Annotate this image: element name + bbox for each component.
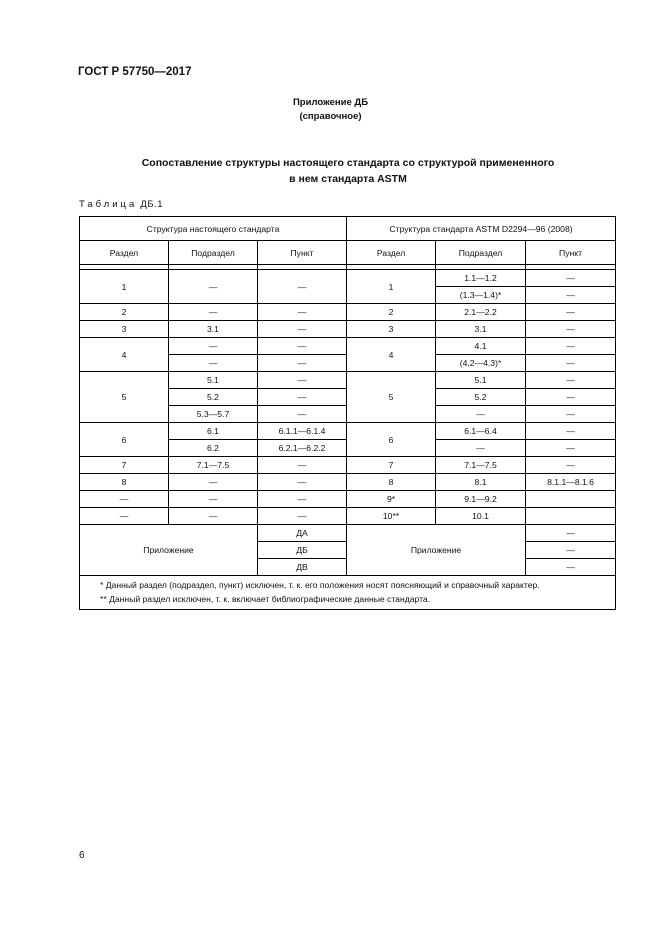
cell: 4 <box>80 338 169 372</box>
cell: — <box>80 508 169 525</box>
col-header-clause: Пункт <box>526 241 616 265</box>
cell: — <box>169 491 258 508</box>
table-label <box>79 199 163 210</box>
table-row <box>80 491 616 508</box>
footnote: * Данный раздел (подраздел, пункт) исключен, т. к. его положения носят поясняющий и справочный характер. <box>100 580 540 590</box>
cell: — <box>169 355 258 372</box>
appendix-cell-right: Приложение <box>347 525 526 576</box>
cell: — <box>526 338 616 355</box>
cell: 6.1.1—6.1.4 <box>258 423 347 440</box>
cell: ДА <box>258 525 347 542</box>
document-title <box>100 155 596 187</box>
col-header-section: Раздел <box>80 241 169 265</box>
cell: — <box>258 508 347 525</box>
cell: — <box>80 491 169 508</box>
cell: — <box>258 270 347 304</box>
standard-code: ГОСТ Р 57750—2017 <box>78 66 192 78</box>
cell: — <box>169 270 258 304</box>
cell: — <box>436 440 526 457</box>
appendix-cell-left: Приложение <box>80 525 258 576</box>
cell: 8.1 <box>436 474 526 491</box>
cell: — <box>526 304 616 321</box>
cell: 7 <box>80 457 169 474</box>
cell: — <box>169 338 258 355</box>
cell: 8.1.1—8.1.6 <box>526 474 616 491</box>
cell: (4.2—4.3)* <box>436 355 526 372</box>
cell: 10** <box>347 508 436 525</box>
cell: 5.3—5.7 <box>169 406 258 423</box>
cell: 8 <box>347 474 436 491</box>
cell: 3 <box>80 321 169 338</box>
cell: ДВ <box>258 559 347 576</box>
page-number: 6 <box>79 850 85 861</box>
table-label-prefix: Таблица <box>79 199 138 210</box>
cell: — <box>526 287 616 304</box>
cell: 6 <box>80 423 169 457</box>
cell: — <box>526 355 616 372</box>
table-row <box>80 457 616 474</box>
appendix-title: Приложение ДБ <box>292 97 369 108</box>
cell: 3.1 <box>169 321 258 338</box>
cell: — <box>436 406 526 423</box>
cell: — <box>526 406 616 423</box>
table-label-id: ДБ.1 <box>140 199 163 210</box>
cell: — <box>258 321 347 338</box>
cell: — <box>526 457 616 474</box>
cell: 5 <box>347 372 436 423</box>
cell: ДБ <box>258 542 347 559</box>
cell: 1 <box>347 270 436 304</box>
cell: 1 <box>80 270 169 304</box>
cell: — <box>258 372 347 389</box>
cell: 3.1 <box>436 321 526 338</box>
cell: 3 <box>347 321 436 338</box>
cell: 2 <box>347 304 436 321</box>
table-notes-row <box>80 576 616 610</box>
right-structure-header: Структура стандарта ASTM D2294—96 (2008) <box>347 217 616 241</box>
cell: — <box>526 321 616 338</box>
cell: — <box>258 406 347 423</box>
cell: 6.1—6.4 <box>436 423 526 440</box>
cell: — <box>258 491 347 508</box>
appendix-kind: (справочное) <box>299 111 362 122</box>
cell: 2 <box>80 304 169 321</box>
col-header-subsection: Подраздел <box>169 241 258 265</box>
cell: (1.3—1.4)* <box>436 287 526 304</box>
table-row <box>80 321 616 338</box>
table-row <box>80 423 616 440</box>
cell: 9.1—9.2 <box>436 491 526 508</box>
footnote: ** Данный раздел исключен, т. к. включает библиографические данные стандарта. <box>100 594 431 604</box>
table-row <box>80 372 616 389</box>
cell: 5.2 <box>169 389 258 406</box>
cell: — <box>526 559 616 576</box>
cell: 4.1 <box>436 338 526 355</box>
table-row <box>80 270 616 287</box>
cell <box>526 508 616 525</box>
cell: 6.1 <box>169 423 258 440</box>
cell: 1.1—1.2 <box>436 270 526 287</box>
cell: — <box>169 304 258 321</box>
cell: 7.1—7.5 <box>436 457 526 474</box>
cell: 8 <box>80 474 169 491</box>
table-row <box>80 525 616 542</box>
cell: — <box>169 474 258 491</box>
appendix-heading <box>0 96 661 124</box>
cell: 2.1—2.2 <box>436 304 526 321</box>
table-row <box>80 474 616 491</box>
cell: — <box>258 338 347 355</box>
table-header-row <box>80 217 616 241</box>
left-structure-header: Структура настоящего стандарта <box>80 217 347 241</box>
cell: 6.2 <box>169 440 258 457</box>
cell: 6 <box>347 423 436 457</box>
cell: 6.2.1—6.2.2 <box>258 440 347 457</box>
document-title-line2: в нем стандарта ASTM <box>289 173 407 185</box>
cell <box>526 491 616 508</box>
cell: — <box>526 440 616 457</box>
table-row <box>80 508 616 525</box>
cell: — <box>258 389 347 406</box>
cell: — <box>526 372 616 389</box>
cell: — <box>258 474 347 491</box>
table-row <box>80 338 616 355</box>
document-title-line1: Сопоставление структуры настоящего стандарта со структурой примененного <box>141 157 555 169</box>
cell: 5.1 <box>169 372 258 389</box>
cell: — <box>258 304 347 321</box>
table-row <box>80 304 616 321</box>
cell: — <box>526 270 616 287</box>
cell: 5 <box>80 372 169 423</box>
cell: 7.1—7.5 <box>169 457 258 474</box>
cell: — <box>526 423 616 440</box>
cell: — <box>526 542 616 559</box>
col-header-clause: Пункт <box>258 241 347 265</box>
cell: — <box>258 355 347 372</box>
col-header-section: Раздел <box>347 241 436 265</box>
col-header-subsection: Подраздел <box>436 241 526 265</box>
cell: 9* <box>347 491 436 508</box>
cell: 4 <box>347 338 436 372</box>
cell: — <box>169 508 258 525</box>
cell: 5.2 <box>436 389 526 406</box>
cell: — <box>258 457 347 474</box>
cell: 7 <box>347 457 436 474</box>
table-subheader-row <box>80 241 616 265</box>
cell: 5.1 <box>436 372 526 389</box>
comparison-table <box>79 216 616 610</box>
cell: — <box>526 525 616 542</box>
table-notes <box>80 576 616 610</box>
cell: 10.1 <box>436 508 526 525</box>
cell: — <box>526 389 616 406</box>
